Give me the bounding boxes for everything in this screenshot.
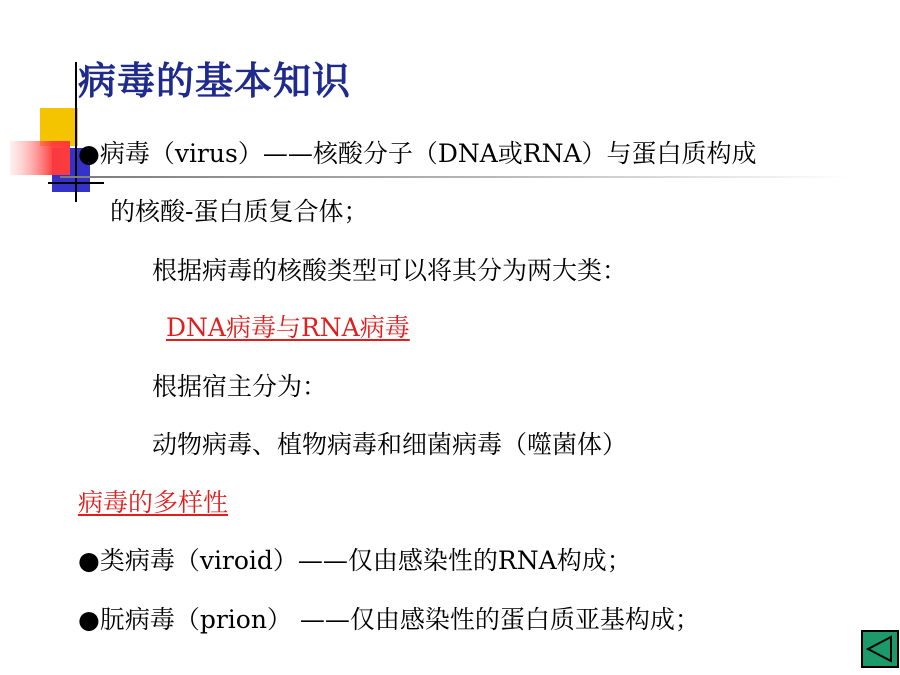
virus-definition-continuation: 的核酸-蛋白质复合体； [110, 197, 369, 226]
host-categories-line: 动物病毒、植物病毒和细菌病毒（噬菌体） [152, 430, 628, 459]
classification-by-nucleic-acid: 根据病毒的核酸类型可以将其分为两大类： [152, 256, 628, 285]
classification-by-host: 根据宿主分为： [152, 372, 328, 401]
deco-yellow-square [40, 108, 78, 146]
slide-title: 病毒的基本知识 [78, 59, 352, 103]
dna-rna-virus-link[interactable]: DNA病毒与RNA病毒 [166, 313, 410, 342]
virus-diversity-link[interactable]: 病毒的多样性 [78, 488, 229, 517]
prion-line: ●朊病毒（prion） ——仅由感染性的蛋白质亚基构成； [78, 605, 700, 634]
viroid-line: ●类病毒（viroid）——仅由感染性的RNA构成； [78, 546, 632, 575]
virus-definition-line: ●病毒（virus）——核酸分子（DNA或RNA）与蛋白质构成 [78, 139, 757, 168]
previous-slide-button[interactable] [861, 630, 899, 668]
decorative-squares [0, 0, 120, 220]
triangle-left-icon [865, 634, 895, 664]
deco-red-bar [10, 141, 70, 175]
title-underline-rule [60, 176, 850, 178]
